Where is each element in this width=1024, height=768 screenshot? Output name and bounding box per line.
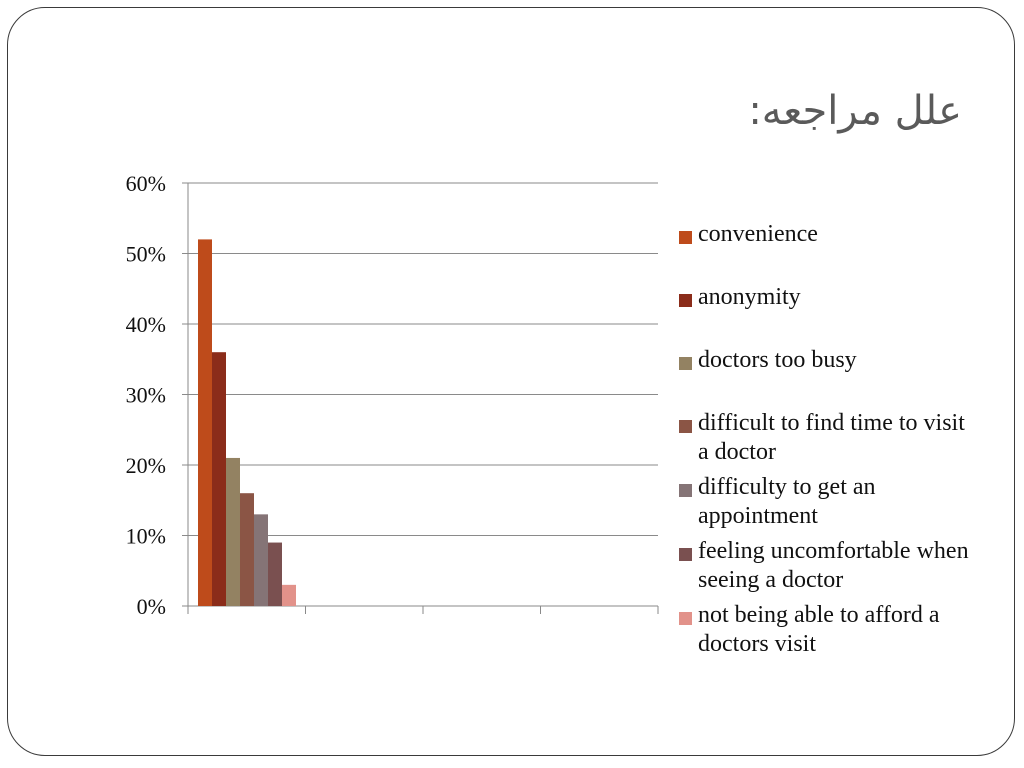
legend-item <box>679 346 979 375</box>
y-tick-label: 40% <box>125 312 166 337</box>
slide-title: علل مراجعه: <box>748 88 962 134</box>
legend-swatch <box>679 357 692 370</box>
legend-swatch <box>679 484 692 497</box>
chart-legend <box>679 220 979 665</box>
bar-5 <box>268 543 282 606</box>
legend-item <box>679 409 979 467</box>
legend-label: feeling uncomfortable when seeing a doctor <box>698 538 969 593</box>
bar-4 <box>254 514 268 606</box>
legend-label: not being able to afford a doctors visit <box>698 602 940 657</box>
legend-swatch <box>679 294 692 307</box>
y-tick-label: 10% <box>125 523 166 549</box>
legend-label: difficulty to get an appointment <box>698 474 876 529</box>
legend-swatch <box>679 420 692 433</box>
legend-swatch <box>679 548 692 561</box>
legend-item <box>679 220 979 249</box>
bar-6 <box>282 585 296 606</box>
legend-swatch <box>679 231 692 244</box>
bar-3 <box>240 493 254 606</box>
bar-0 <box>198 239 212 606</box>
legend-item <box>679 601 979 659</box>
y-tick-label: 0% <box>136 594 166 619</box>
y-tick-label: 60% <box>125 171 166 196</box>
legend-label: convenience <box>698 221 818 247</box>
legend-swatch <box>679 612 692 625</box>
legend-label: difficult to find time to visit a doctor <box>698 410 965 465</box>
legend-item <box>679 537 979 595</box>
bar-1 <box>212 352 226 606</box>
legend-item <box>679 283 979 312</box>
y-tick-label: 20% <box>125 453 166 478</box>
y-tick-label: 50% <box>125 241 166 267</box>
bar-2 <box>226 458 240 606</box>
y-tick-label: 30% <box>125 382 166 408</box>
legend-item <box>679 473 979 531</box>
legend-label: doctors too busy <box>698 347 857 373</box>
legend-label: anonymity <box>698 284 801 310</box>
